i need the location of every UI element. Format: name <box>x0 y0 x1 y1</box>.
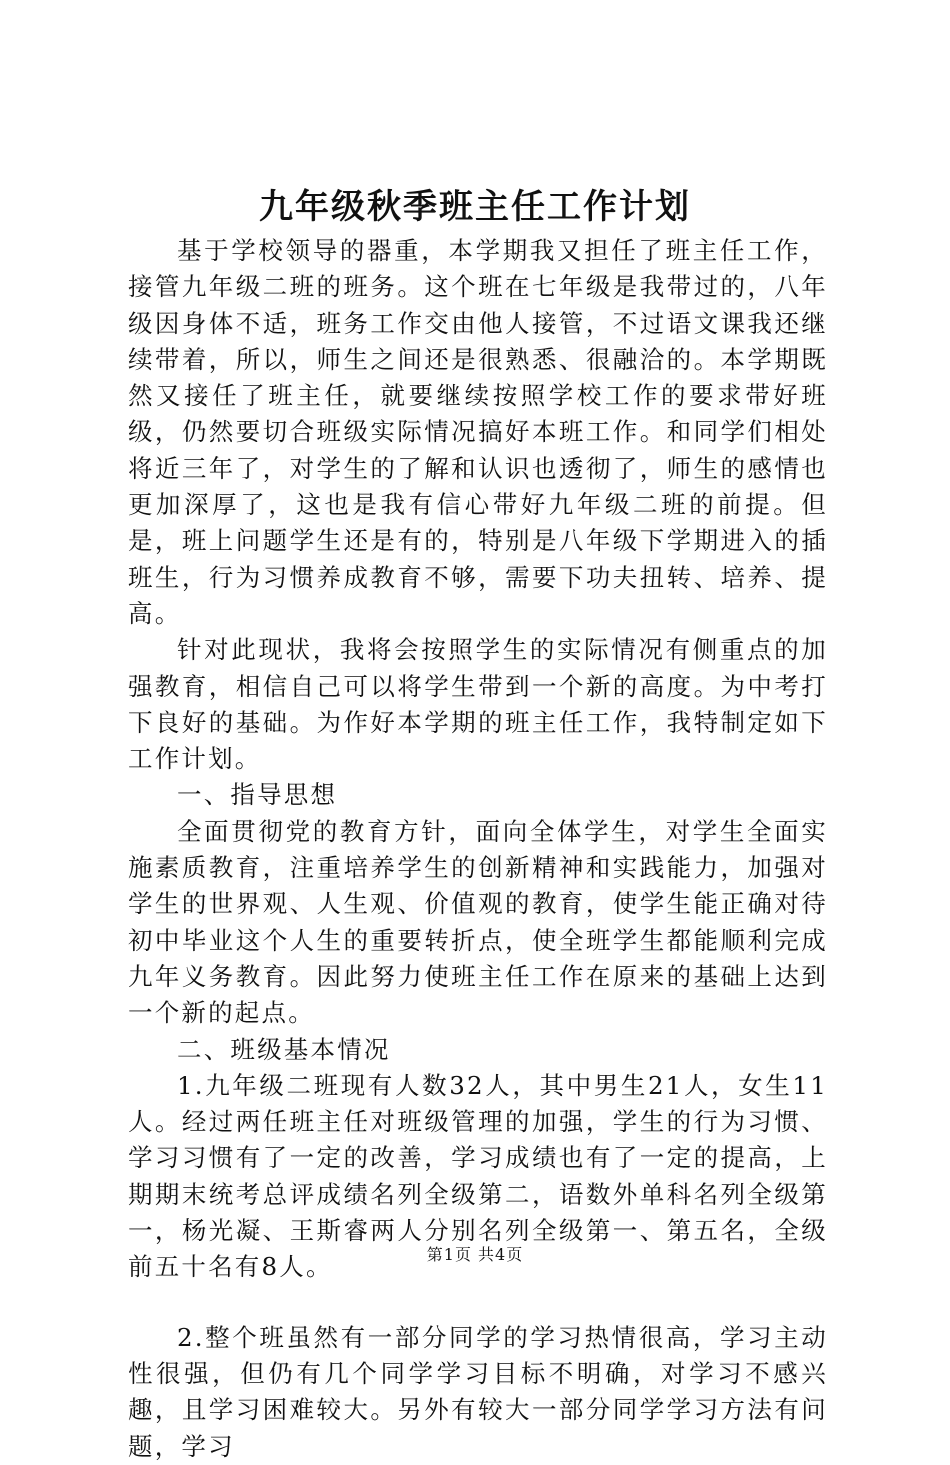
section-heading-class-situation: 二、班级基本情况 <box>177 1034 391 1064</box>
paragraph-intro: 基于学校领导的器重，本学期我又担任了班主任工作，接管九年级二班的班务。这个班在七年级是我带过的，八年级因身体不适，班务工作交由他人接管，不过语文课我还继续带着，所以，师生之间还是很熟悉、很融洽的。本学期既然又接任了班主任，就要继续按照学校工作的要求带好班级，仍然要切合班级实际情况搞好本班工作。和同学们相处将近三年了，对学生的了解和认识也透彻了，师生的感情也更加深厚了，这也是我有信心带好九年级二班的前提。但是，班上问题学生还是有的，特别是八年级下学期进入的插班生，行为习惯养成教育不够，需要下功夫扭转、培养、提高。 <box>128 236 828 628</box>
paragraph-plan-purpose: 针对此现状，我将会按照学生的实际情况有侧重点的加强教育，相信自己可以将学生带到一个新的高度。为中考打下良好的基础。为作好本学期的班主任工作，我特制定如下工作计划。 <box>128 635 828 774</box>
document-title: 九年级秋季班主任工作计划 <box>259 187 691 227</box>
section-heading-guiding-ideology: 一、指导思想 <box>177 780 338 810</box>
page-footer: 第1页 共4页 <box>426 1245 524 1264</box>
paragraph-class-situation-2: 2.整个班虽然有一部分同学的学习热情很高，学习主动性很强，但仍有几个同学学习目标不明确，对学习不感兴趣，且学习困难较大。另外有较大一部分同学学习方法有问题，学习 <box>128 1322 828 1461</box>
document-body <box>128 233 828 1465</box>
paragraph-class-situation-1: 1.九年级二班现有人数32人，其中男生21人，女生11人。经过两任班主任对班级管理的加强，学生的行为习惯、学习习惯有了一定的改善，学习成绩也有了一定的提高，上期期末统考总评成绩名列全级第二，语数外单科名列全级第一，杨光凝、王斯睿两人分别名列全级第一、第五名，全级前五十名有8人。 <box>128 1070 828 1282</box>
paragraph-guiding-ideology: 全面贯彻党的教育方针，面向全体学生，对学生全面实施素质教育，注重培养学生的创新精神和实践能力，加强对学生的世界观、人生观、价值观的教育，使学生能正确对待初中毕业这个人生的重要转折点，使全班学生都能顺利完成九年义务教育。因此努力使班主任工作在原来的基础上达到一个新的起点。 <box>128 816 828 1028</box>
